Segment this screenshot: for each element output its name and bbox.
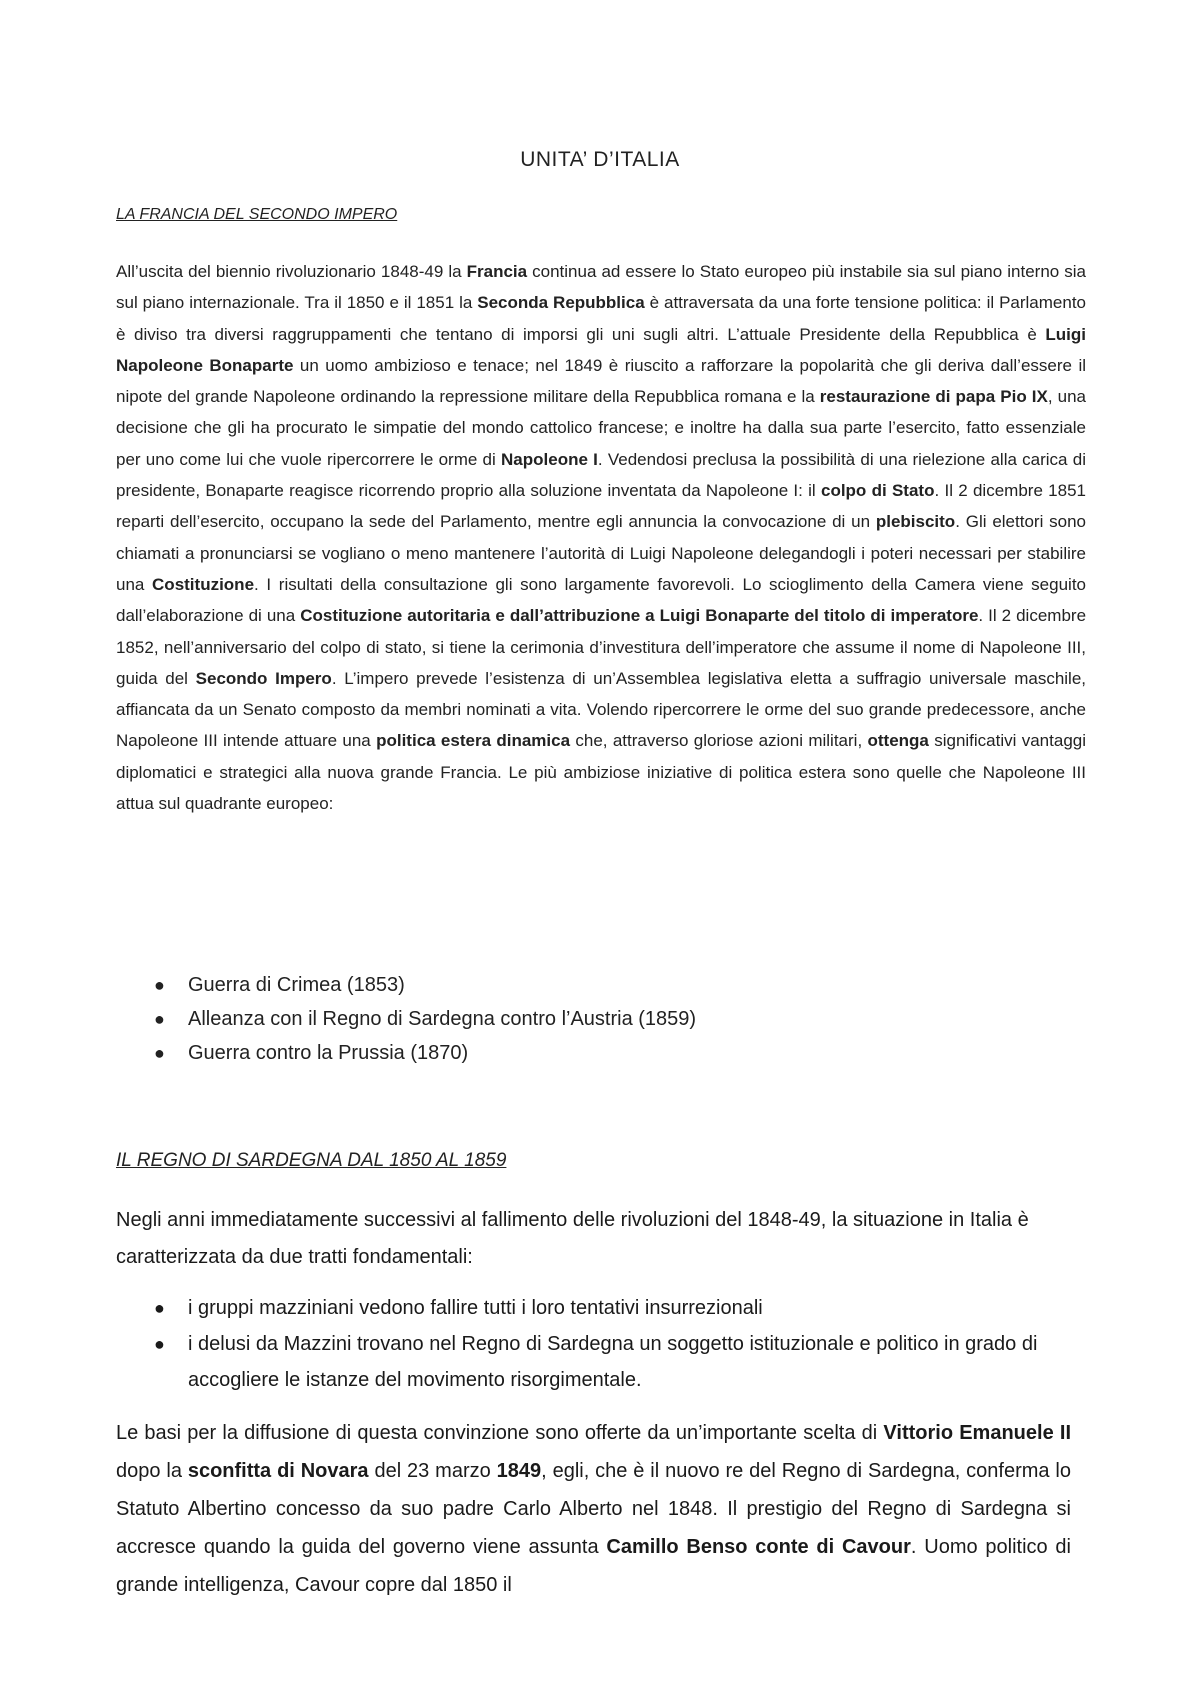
bullet-icon: ●	[154, 975, 165, 995]
list-item-text: Guerra di Crimea (1853)	[188, 974, 405, 996]
bold-text: Costituzione	[152, 574, 255, 594]
bullet-icon: ●	[154, 1043, 165, 1063]
text-run: un uomo ambizioso e tenace; nel 1849 è riuscito a rafforzare la popolarità che gli deriva dall’essere il nipote del grande Napoleone ordinando la repressione militare della Repubblica romana e la	[116, 355, 1086, 407]
text-run: . L’impero prevede l’esistenza di un’Assemblea legislativa eletta a suffragio universale maschile, affiancata da un Senato composto da membri nominati a vita. Volendo ripercorrere le orme del suo grande predecessore, anche Napoleone III intende attuare una	[116, 668, 1086, 751]
list-item	[150, 1002, 696, 1036]
list-item	[150, 1326, 1070, 1398]
list-item-text: Alleanza con il Regno di Sardegna contro l’Austria (1859)	[188, 1008, 697, 1030]
text-run: , una decisione che gli ha procurato le simpatie del mondo cattolico francese; e inoltre ha dalla sua parte l’esercito, fatto essenziale per uno come lui che vuole ripercorrere le orme di	[116, 387, 1087, 469]
text-run: continua ad essere lo Stato europeo più instabile sia sul piano interno sia sul piano internazionale. Tra il 1850 e il 1851 la	[116, 262, 1086, 313]
list-item	[150, 968, 696, 1002]
bold-text: 1849	[496, 1460, 542, 1482]
text-run: . I risultati della consultazione gli sono largamente favorevoli. Lo scioglimento della Camera viene seguito dall’elaborazione di una	[116, 574, 1087, 626]
list-item	[150, 1036, 696, 1070]
text-run: . Il 2 dicembre 1852, nell’anniversario del colpo di stato, si tiene la cerimonia d’investitura dell’imperatore che assume il nome di Napoleone III, guida del	[116, 606, 1087, 688]
bold-text: Secondo Impero	[195, 668, 332, 688]
bold-text: plebiscito	[875, 512, 956, 532]
text-run: Le basi per la diffusione di questa convinzione sono offerte da un’importante scelta di	[116, 1422, 884, 1444]
list-item-text: i delusi da Mazzini trovano nel Regno di Sardegna un soggetto istituzionale e politico in grado di accogliere le istanze del movimento risorgimentale.	[188, 1333, 1038, 1391]
sardinia-traits-list	[150, 1290, 1070, 1398]
text-run: che, attraverso gloriose azioni militari,	[570, 731, 868, 751]
paragraph-france	[116, 256, 1086, 819]
bold-text: colpo di Stato	[820, 481, 935, 501]
bold-text: Seconda Repubblica	[477, 293, 645, 313]
bullet-icon: ●	[154, 1009, 165, 1029]
text-run: dopo la	[116, 1460, 188, 1482]
text-run: . Vedendosi preclusa la possibilità di una rielezione alla carica di presidente, Bonaparte reagisce ricorrendo proprio alla soluzione inventata da Napoleone I: il	[116, 449, 1086, 501]
text-run: . Il 2 dicembre 1851 reparti dell’esercito, occupano la sede del Parlamento, mentre egli annuncia la convocazione di un	[116, 481, 1086, 532]
text-run: . Gli elettori sono chiamati a pronunciarsi se vogliano o meno mantenere l’autorità di Luigi Napoleone delegandogli i poteri necessari per stabilire una	[116, 512, 1087, 594]
text-run: del 23 marzo	[368, 1460, 497, 1482]
section-heading-france: LA FRANCIA DEL SECONDO IMPERO	[116, 206, 398, 223]
bold-text: sconfitta di Novara	[187, 1460, 369, 1482]
text-run: significativi vantaggi diplomatici e strategici alla nuova grande Francia. Le più ambiziose iniziative di politica estera sono quelle che Napoleone III attua sul quadrante europeo:	[116, 731, 1087, 814]
bullet-icon: ●	[154, 1298, 165, 1318]
france-initiatives-list	[150, 968, 696, 1070]
bold-text: politica estera dinamica	[376, 731, 571, 751]
text-run: è attraversata da una forte tensione politica: il Parlamento è diviso tra diversi raggruppamenti che tentano di imporsi gli uni sugli altri. L’attuale Presidente della Repubblica è	[116, 293, 1087, 344]
bold-text: restaurazione di papa Pio IX	[819, 387, 1048, 407]
bullet-icon: ●	[154, 1334, 165, 1354]
bold-text: Vittorio Emanuele II	[883, 1422, 1071, 1444]
paragraph-sardinia-intro: Negli anni immediatamente successivi al fallimento delle rivoluzioni del 1848-49, la situazione in Italia è caratterizzata da due tratti fondamentali:	[116, 1209, 1029, 1268]
paragraph-sardinia-body	[116, 1414, 1071, 1604]
bold-text: ottenga	[867, 731, 929, 751]
list-item-text: i gruppi mazziniani vedono fallire tutti i loro tentativi insurrezionali	[188, 1297, 763, 1319]
bold-text: Costituzione autoritaria e dall’attribuzione a Luigi Bonaparte del titolo di imperatore	[300, 606, 979, 626]
text-run: , egli, che è il nuovo re del Regno di Sardegna, conferma lo Statuto Albertino concesso da suo padre Carlo Alberto nel 1848. Il prestigio del Regno di Sardegna si accresce quando la guida del governo viene assunta	[116, 1460, 1071, 1558]
list-item-text: Guerra contro la Prussia (1870)	[188, 1042, 469, 1064]
list-item	[150, 1290, 1070, 1326]
text-run: All’uscita del biennio rivoluzionario 1848-49 la	[116, 262, 467, 281]
text-run: . Uomo politico di grande intelligenza, Cavour copre dal 1850 il	[116, 1536, 1071, 1596]
bold-text: Napoleone I	[501, 449, 598, 469]
bold-text: Luigi Napoleone Bonaparte	[116, 324, 1086, 375]
bold-text: Camillo Benso conte di Cavour	[606, 1536, 911, 1558]
section-heading-sardinia: IL REGNO DI SARDEGNA DAL 1850 AL 1859	[116, 1150, 507, 1171]
document-title: UNITA’ D’ITALIA	[520, 148, 680, 171]
bold-text: Francia	[466, 262, 528, 281]
